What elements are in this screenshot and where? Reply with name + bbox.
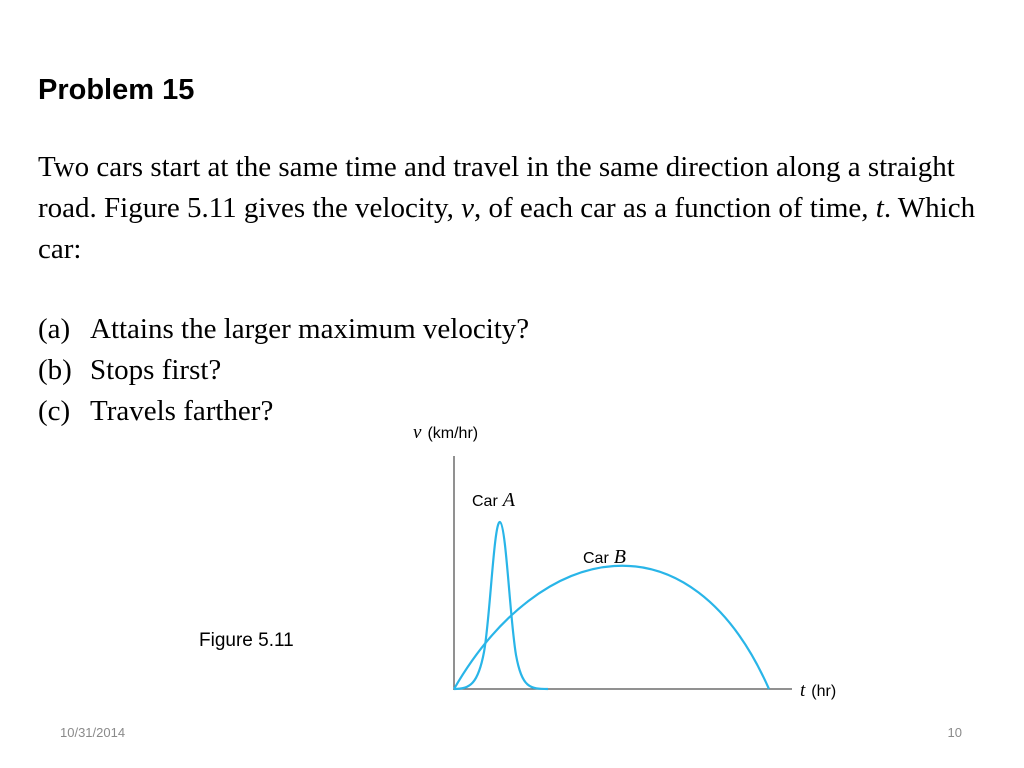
y-axis-symbol: v — [413, 422, 422, 443]
variable-v: v — [461, 192, 474, 224]
car-a-curve — [454, 522, 548, 689]
car-a-prefix: Car — [472, 493, 498, 510]
question-text: Travels farther? — [90, 395, 274, 427]
car-a-label — [472, 489, 516, 511]
car-a-letter: A — [502, 489, 515, 511]
statement-part-2: , of each car as a function of time, — [473, 192, 876, 224]
car-b-letter: B — [613, 546, 626, 568]
question-letter: (b) — [38, 354, 72, 386]
car-b-curve — [454, 566, 769, 689]
variable-t: t — [875, 192, 884, 224]
x-axis-unit: (hr) — [811, 683, 837, 700]
statement-part-1: Two cars start at the same time and travel in the same direction along a straight road. Figure 5.11 gives the velocity, — [38, 151, 955, 224]
slide-title: Problem 15 — [38, 74, 195, 106]
car-b-prefix: Car — [583, 550, 609, 567]
question-letter: (a) — [38, 313, 71, 345]
car-b-label — [583, 546, 626, 568]
x-axis-label — [800, 680, 836, 701]
footer-date: 10/31/2014 — [60, 725, 126, 740]
statement-part-3: . Which car: — [38, 192, 976, 265]
y-axis-label — [413, 422, 478, 443]
question-letter: (c) — [38, 395, 71, 427]
question-text: Attains the larger maximum velocity? — [90, 313, 530, 345]
x-axis-symbol: t — [800, 680, 806, 701]
question-text: Stops first? — [90, 354, 222, 386]
figure-caption: Figure 5.11 — [199, 630, 294, 651]
page-number: 10 — [947, 725, 962, 740]
y-axis-unit: (km/hr) — [427, 425, 479, 442]
